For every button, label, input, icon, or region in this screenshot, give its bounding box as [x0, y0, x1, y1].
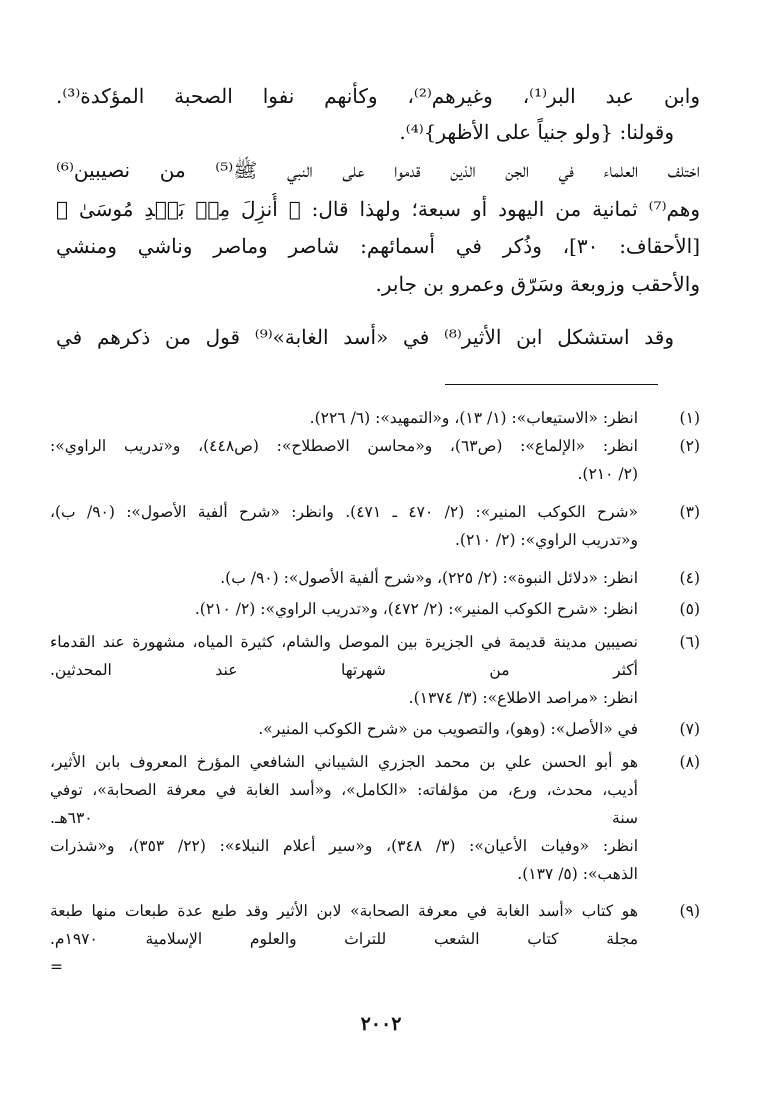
footnote-number: (٦) — [679, 633, 700, 651]
footnote-number: (٢) — [679, 437, 700, 455]
footnote-separator — [445, 384, 658, 385]
footnote-line: «شرح الكوكب المنير»: (٢/ ٤٧٠ ـ ٤٧١). وانظر: «شرح ألفية الأصول»: (٩٠/ ب)، — [50, 503, 638, 521]
body-line: وابن عبد البر⁽¹⁾، وغيرهم⁽²⁾، وكأنهم نفوا الصحبة المؤكدة⁽³⁾. — [56, 84, 700, 108]
footnote-line: انظر: «مراصد الاطلاع»: (٣/ ١٣٧٤). — [408, 689, 638, 707]
footnote-line: الذهب»: (٥/ ١٣٧). — [517, 865, 638, 883]
footnote-line: في «الأصل»: (وهو)، والتصويب من «شرح الكوكب المنير». — [258, 720, 638, 738]
footnote-number: (٤) — [679, 569, 700, 587]
footnote-line: سنة ٦٣٠هـ. — [50, 809, 638, 827]
body-line: والأحقب وزوبعة وسَرّق وعمرو بن جابر. — [375, 272, 700, 296]
footnote-line: انظر: «شرح الكوكب المنير»: (٢/ ٤٧٢)، و«تدريب الراوي»: (٢/ ٢١٠). — [194, 600, 638, 618]
footnote-line: هو كتاب «أسد الغابة في معرفة الصحابة» لابن الأثير وقد طبع عدة طبعات منها طبعة — [50, 902, 638, 920]
footnote-number: (٣) — [679, 503, 700, 521]
footnote — [50, 404, 700, 432]
body-line: اختلف العلماء في الجن الذين قدموا على النبي ﷺ⁽⁵⁾ من نصيبين⁽⁶⁾ — [56, 158, 700, 182]
footnote-line: هو أبو الحسن علي بن محمد الجزري الشيباني الشافعي المؤرخ المعروف بابن الأثير، — [50, 753, 638, 771]
footnote-line: انظر: «الإلماع»: (ص٦٣)، و«محاسن الاصطلاح»: (ص٤٤٨)، و«تدريب الراوي»: — [50, 437, 638, 455]
footnote-line: أكثر من شهرتها عند المحدثين. — [50, 661, 638, 679]
footnote-line: أديب، محدث، ورع، من مؤلفاته: «الكامل»، و«أسد الغابة في معرفة الصحابة»، توفي — [50, 781, 638, 799]
footnote-number: (٨) — [679, 753, 700, 771]
footnote-line: (٢/ ٢١٠). — [577, 465, 638, 483]
footnote — [50, 432, 700, 488]
footnote-number: (١) — [679, 409, 700, 427]
footnote-line: و«تدريب الراوي»: (٢/ ٢١٠). — [454, 531, 638, 549]
footnote — [50, 564, 700, 592]
footnote-line: انظر: «وفيات الأعيان»: (٣/ ٣٤٨)، و«سير أعلام النبلاء»: (٢٢/ ٣٥٣)، و«شذرات — [50, 837, 638, 855]
footnote-line: انظر: «الاستيعاب»: (١/ ١٣)، و«التمهيد»: (٦/ ٢٢٦). — [309, 409, 638, 427]
footnote — [50, 897, 700, 981]
body-line: وقد استشكل ابن الأثير⁽⁸⁾ في «أسد الغابة»⁽⁹⁾ قول من ذكرهم في — [56, 325, 674, 349]
footnote-line: نصيبين مدينة قديمة في الجزيرة بين الموصل والشام، كثيرة المياه، مشهورة عند القدماء — [50, 633, 638, 651]
footnote — [50, 748, 700, 888]
page-number: ٢٠٠٢ — [360, 1013, 402, 1035]
footnote-number: (٧) — [679, 720, 700, 738]
footnote — [50, 595, 700, 623]
footnote-line: مجلة كتاب الشعب للتراث والعلوم الإسلامية ١٩٧٠م. — [50, 930, 638, 948]
body-line: وهم⁽⁷⁾ ثمانية من اليهود أو سبعة؛ ولهذا قال: ﴿ أُنزِلَ مِنۢ بَعۡدِ مُوسَىٰ ﴾ — [56, 197, 700, 221]
body-line: وقولنا: {ولو جنياً على الأظهر}⁽⁴⁾. — [399, 120, 674, 144]
footnote-line: = — [50, 958, 63, 976]
footnote — [50, 628, 700, 712]
footnote — [50, 715, 700, 743]
footnote-line: انظر: «دلائل النبوة»: (٢/ ٢٢٥)، و«شرح ألفية الأصول»: (٩٠/ ب). — [220, 569, 638, 587]
footnote — [50, 498, 700, 554]
footnote-number: (٥) — [679, 600, 700, 618]
body-line: [الأحقاف: ٣٠]، وذُكر في أسمائهم: شاصر وماصر وناشي ومنشي — [56, 234, 700, 258]
footnote-number: (٩) — [679, 902, 700, 920]
